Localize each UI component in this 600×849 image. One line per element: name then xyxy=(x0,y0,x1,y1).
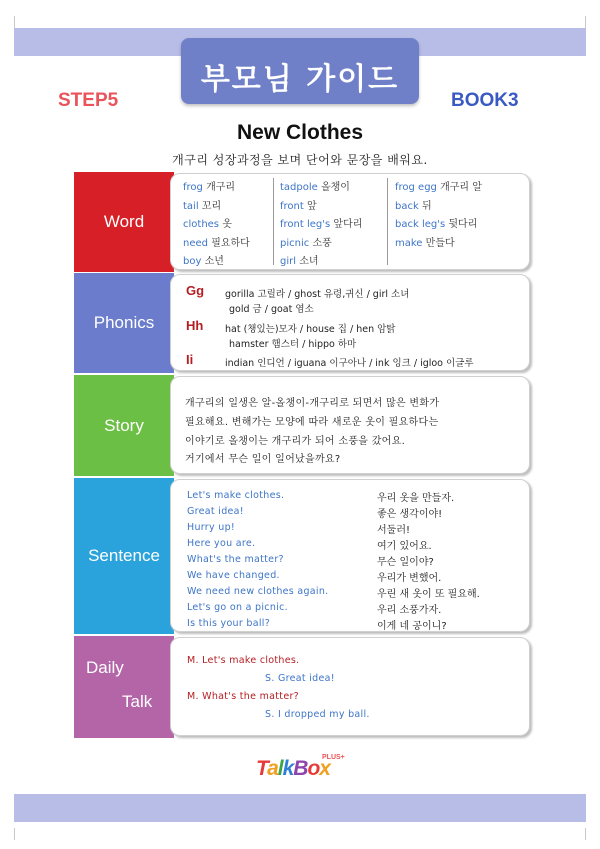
word-column-2 xyxy=(280,179,362,272)
word-item: frog 개구리 xyxy=(183,182,236,193)
lesson-title: New Clothes xyxy=(236,121,364,144)
phonics-letter: Ii xyxy=(186,352,194,367)
word-item: need 필요하다 xyxy=(183,237,250,249)
logo-letter: a xyxy=(267,757,278,780)
logo-letter: T xyxy=(256,757,268,780)
story-section xyxy=(74,375,530,476)
talk-line-mother: M. What's the matter? xyxy=(187,691,300,702)
sentence-ko: 우린 새 옷이 또 필요해. xyxy=(377,589,480,600)
phonics-content xyxy=(170,274,530,371)
sentence-en: Let's go on a picnic. xyxy=(187,602,288,613)
sentence-content xyxy=(170,479,530,632)
logo-plus: PLUS+ xyxy=(322,754,345,761)
story-content xyxy=(170,376,530,474)
sentence-en: Great idea! xyxy=(187,506,244,517)
sentence-en: We have changed. xyxy=(187,570,280,581)
sentence-ko: 우리가 변했어. xyxy=(377,573,442,584)
sentence-ko: 좋은 생각이야! xyxy=(377,509,443,520)
word-item: tadpole 올챙이 xyxy=(280,182,350,193)
step-label: STEP5 xyxy=(58,90,119,111)
phonics-letter: Hh xyxy=(186,318,204,333)
word-item: back 뒤 xyxy=(395,200,432,212)
crop-mark xyxy=(585,16,586,28)
page-title: 부모님 가이드 xyxy=(200,62,400,97)
word-column-1 xyxy=(183,179,250,272)
logo-letter: o xyxy=(307,757,320,780)
word-column-3 xyxy=(395,179,482,253)
sentence-ko: 우리 옷을 만들자. xyxy=(377,493,455,504)
word-item: picnic 소풍 xyxy=(280,237,332,249)
story-label: Story xyxy=(74,375,174,476)
column-divider xyxy=(273,178,274,265)
phonics-line: hat (챙있는)모자 / house 집 / hen 암탉 xyxy=(225,324,396,335)
sentence-ko: 이게 네 공이니? xyxy=(377,621,447,632)
phonics-line: gold 금 / goat 염소 xyxy=(229,304,314,315)
phonics-line: gorilla 고릴라 / ghost 유령,귀신 / girl 소녀 xyxy=(225,289,410,300)
sentence-en: Here you are. xyxy=(187,538,256,549)
sentence-en: Hurry up! xyxy=(187,522,236,533)
word-item: girl 소녀 xyxy=(280,256,319,267)
sentence-section xyxy=(74,478,530,634)
phonics-line: indian 인디언 / iguana 이구아나 / ink 잉크 / igloo 이글루 xyxy=(225,358,474,369)
word-item: boy 소년 xyxy=(183,256,224,267)
word-label: Word xyxy=(74,172,174,272)
phonics-label: Phonics xyxy=(74,273,174,373)
daily-talk-label: Daily Talk xyxy=(74,636,174,738)
talkbox-logo xyxy=(252,752,352,786)
talk-line-student: S. I dropped my ball. xyxy=(265,709,370,720)
word-item: clothes 옷 xyxy=(183,219,232,230)
talk-line-student: S. Great idea! xyxy=(265,673,335,684)
word-item: tail 꼬리 xyxy=(183,200,222,212)
crop-mark xyxy=(585,828,586,840)
story-line: 개구리의 일생은 알-올챙이-개구리로 되면서 많은 변화가 xyxy=(185,398,440,409)
lesson-description: 개구리 성장과정을 보며 단어와 문장을 배워요. xyxy=(172,153,428,167)
sentence-label: Sentence xyxy=(74,478,174,634)
book-label: BOOK3 xyxy=(451,90,519,111)
sentence-en: What's the matter? xyxy=(187,554,284,565)
logo-letter: k xyxy=(282,757,294,780)
word-section xyxy=(74,172,530,272)
sentence-en: We need new clothes again. xyxy=(187,586,329,597)
word-item: back leg's 뒷다리 xyxy=(395,219,478,230)
sentence-ko: 서둘러! xyxy=(377,525,410,536)
sentence-ko: 여기 있어요. xyxy=(377,541,432,552)
logo-letter: l xyxy=(277,757,283,780)
crop-mark xyxy=(14,828,15,840)
daily-talk-section xyxy=(74,636,530,738)
phonics-section xyxy=(74,273,530,373)
daily-talk-content xyxy=(170,637,530,736)
column-divider xyxy=(387,178,388,265)
word-content xyxy=(170,173,530,270)
logo-text xyxy=(256,757,330,781)
sentence-ko: 무슨 일이야? xyxy=(377,557,434,568)
sentence-en: Let's make clothes. xyxy=(187,490,285,501)
sentence-en: Is this your ball? xyxy=(187,618,271,629)
crop-mark xyxy=(14,16,15,28)
phonics-line: hamster 햄스터 / hippo 하마 xyxy=(229,339,357,350)
story-line: 필요해요. 변해가는 모양에 따라 새로운 옷이 필요하다는 xyxy=(185,417,439,428)
sentence-ko: 우리 소풍가자. xyxy=(377,605,442,616)
word-item: front 앞 xyxy=(280,200,317,212)
talk-line-mother: M. Let's make clothes. xyxy=(187,655,300,666)
logo-letter: x xyxy=(319,757,330,780)
bottom-decor-bar xyxy=(14,794,586,822)
word-item: frog egg 개구리 알 xyxy=(395,182,482,193)
story-line: 이야기로 올챙이는 개구리가 되어 소풍을 갔어요. xyxy=(185,436,406,447)
word-item: front leg's 앞다리 xyxy=(280,219,363,230)
word-item: make 만들다 xyxy=(395,237,455,249)
logo-letter: B xyxy=(293,757,308,780)
story-line: 거기에서 무슨 일이 일어났을까요? xyxy=(185,454,341,465)
phonics-letter: Gg xyxy=(186,283,205,298)
